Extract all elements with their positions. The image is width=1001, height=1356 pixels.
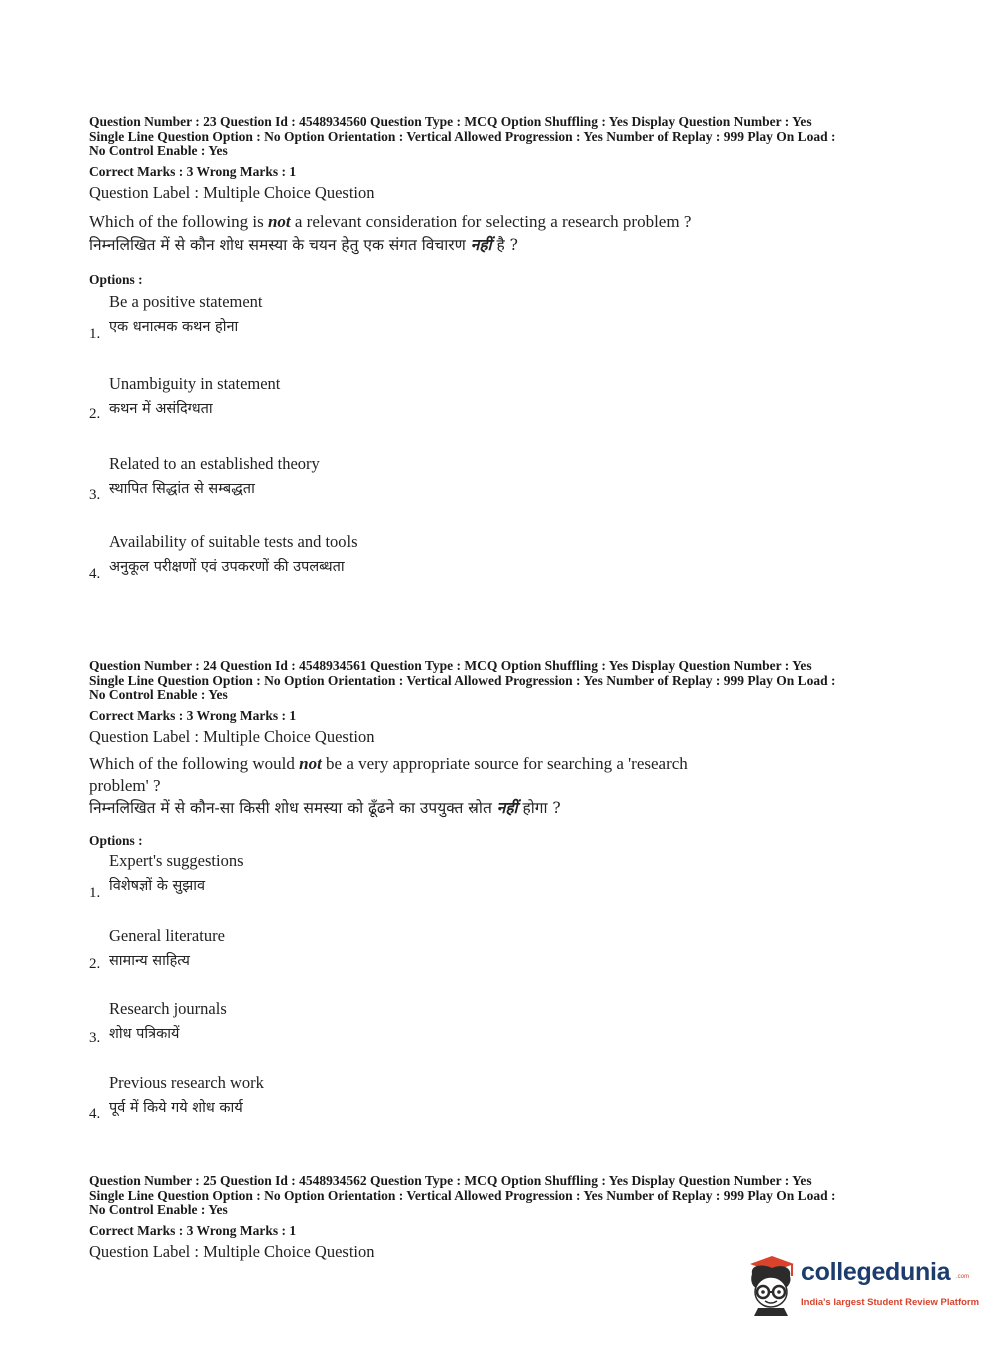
option-text-hindi: शोध पत्रिकायें: [109, 1026, 180, 1042]
question-meta-line: No Control Enable : Yes: [89, 1202, 228, 1217]
question-text-part: होगा ?: [517, 799, 561, 817]
question-text-emphasis: not: [267, 212, 291, 231]
question-text-part: निम्नलिखित में से कौन शोध समस्या के चयन हेतु एक संगत विचारण: [89, 236, 471, 254]
logo-domain-suffix: .com: [956, 1274, 970, 1280]
question-text-hindi: [89, 797, 929, 819]
option-text-english: Availability of suitable tests and tools: [109, 532, 358, 551]
question-meta-line: Question Number : 23 Question Id : 4548934560 Question Type : MCQ Option Shuffling : Yes Display Question Number : Yes: [89, 114, 812, 129]
option-text-hindi: सामान्य साहित्य: [109, 953, 190, 969]
option-item: [89, 292, 929, 372]
option-number: 1.: [89, 885, 101, 901]
option-text-english: Expert's suggestions: [109, 851, 244, 870]
option-item: [89, 452, 929, 532]
question-meta-line: Single Line Question Option : No Option Orientation : Vertical Allowed Progression : Yes Number of Replay : 999 Play On Load :: [89, 672, 836, 688]
option-text-hindi: विशेषज्ञों के सुझाव: [109, 878, 206, 894]
option-item: [89, 926, 929, 999]
option-text-english: General literature: [109, 926, 225, 945]
option-item: [89, 1073, 929, 1153]
question-text-emphasis: not: [299, 754, 322, 773]
question-meta-line: No Control Enable : Yes: [89, 143, 228, 158]
question-marks: Correct Marks : 3 Wrong Marks : 1: [89, 163, 297, 179]
question-block: [89, 659, 929, 1153]
question-meta-line: Question Number : 25 Question Id : 4548934562 Question Type : MCQ Option Shuffling : Yes Display Question Number : Yes: [89, 1173, 812, 1188]
question-text-part: Which of the following is: [89, 212, 268, 231]
option-item: [89, 851, 929, 926]
question-meta-line: No Control Enable : Yes: [89, 687, 228, 702]
option-text-hindi: कथन में असंदिग्धता: [109, 401, 213, 417]
option-number: 2.: [89, 956, 101, 972]
option-text-hindi: अनुकूल परीक्षणों एवं उपकरणों की उपलब्धता: [109, 559, 345, 575]
question-text-part: है ?: [491, 236, 518, 254]
question-text-part: be a very appropriate source for searching a 'research problem' ?: [89, 754, 688, 795]
question-label: Question Label : Multiple Choice Question: [89, 183, 375, 202]
question-block: [89, 1174, 929, 1262]
collegedunia-logo: [742, 1252, 980, 1320]
options-label: Options :: [89, 833, 143, 848]
logo-tagline: India's largest Student Review Platform: [801, 1297, 980, 1308]
question-marks: Correct Marks : 3 Wrong Marks : 1: [89, 707, 297, 723]
option-text-english: Related to an established theory: [109, 454, 320, 473]
logo-brand-name: collegedunia: [801, 1258, 951, 1286]
question-text-english: [89, 753, 709, 797]
option-number: 3.: [89, 1030, 101, 1046]
question-meta-line: Question Number : 24 Question Id : 4548934561 Question Type : MCQ Option Shuffling : Yes Display Question Number : Yes: [89, 658, 812, 673]
option-text-english: Research journals: [109, 999, 227, 1018]
question-text-part: Which of the following would: [89, 754, 300, 773]
question-block: [89, 115, 929, 612]
option-number: 3.: [89, 487, 101, 503]
option-text-english: Be a positive statement: [109, 292, 263, 311]
option-number: 1.: [89, 326, 101, 342]
question-label: Question Label : Multiple Choice Question: [89, 1242, 375, 1261]
option-text-hindi: एक धनात्मक कथन होना: [109, 319, 239, 335]
options-label: Options :: [89, 272, 143, 287]
question-text-part: निम्नलिखित में से कौन-सा किसी शोध समस्या को ढूँढने का उपयुक्त स्रोत: [89, 799, 497, 817]
question-text-emphasis: नहीं: [470, 235, 492, 254]
question-text-hindi: [89, 234, 929, 256]
question-meta-line: Single Line Question Option : No Option Orientation : Vertical Allowed Progression : Yes Number of Replay : 999 Play On Load :: [89, 128, 836, 144]
option-number: 4.: [89, 1106, 101, 1122]
question-label: Question Label : Multiple Choice Question: [89, 727, 375, 746]
option-text-english: Previous research work: [109, 1073, 264, 1092]
options-list: [89, 292, 929, 612]
option-item: [89, 999, 929, 1073]
option-text-english: Unambiguity in statement: [109, 374, 281, 393]
question-text-part: a relevant consideration for selecting a research problem ?: [290, 212, 692, 231]
question-text-english: [89, 209, 709, 234]
option-text-hindi: स्थापित सिद्धांत से सम्बद्धता: [109, 481, 255, 497]
option-text-hindi: पूर्व में किये गये शोध कार्य: [109, 1100, 243, 1116]
option-number: 2.: [89, 406, 101, 422]
options-list: [89, 851, 929, 1153]
option-number: 4.: [89, 566, 101, 582]
student-mascot-icon: [742, 1252, 800, 1316]
question-text-emphasis: नहीं: [496, 798, 518, 817]
question-meta-line: Single Line Question Option : No Option Orientation : Vertical Allowed Progression : Yes Number of Replay : 999 Play On Load :: [89, 1187, 836, 1203]
option-item: [89, 532, 929, 612]
option-item: [89, 372, 929, 452]
question-marks: Correct Marks : 3 Wrong Marks : 1: [89, 1222, 297, 1238]
